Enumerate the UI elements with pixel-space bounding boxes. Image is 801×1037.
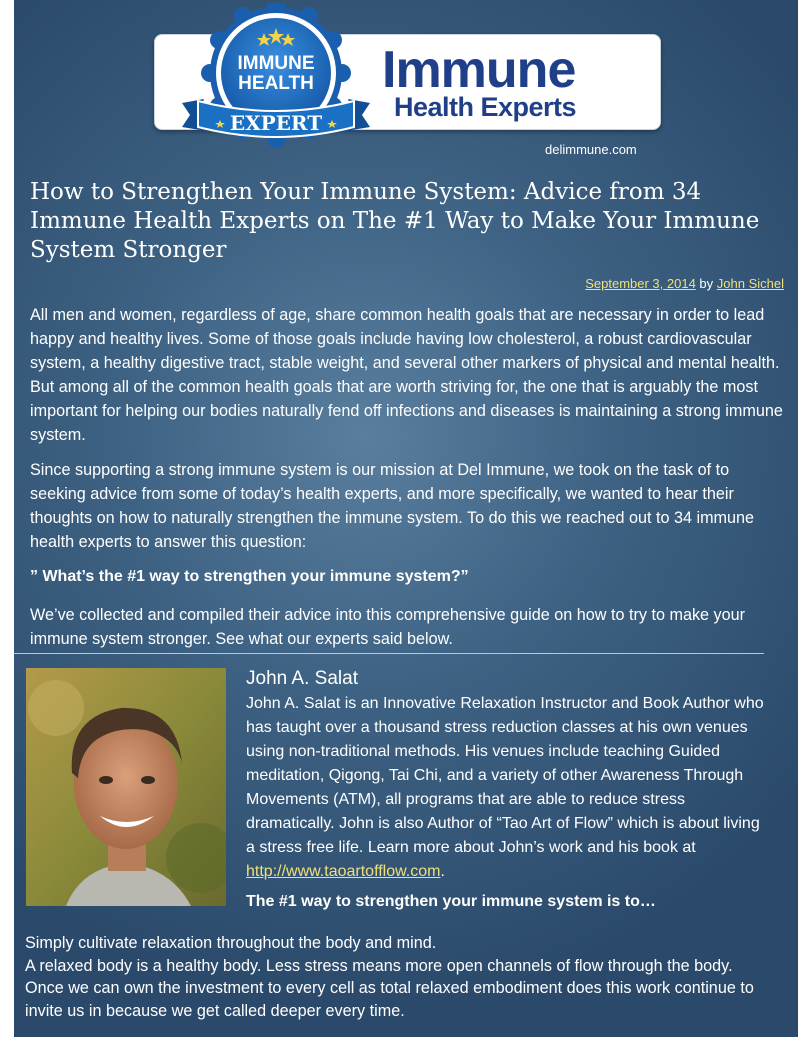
site-url: delimmune.com <box>545 142 637 157</box>
compiled-paragraph: We’ve collected and compiled their advice into this comprehensive guide on how to try to make your immune system stronger. See what our experts said below. <box>30 606 746 648</box>
expert-bio-text: John A. Salat is an Innovative Relaxation Instructor and Book Author who has taught over a thousand stress reduction classes at his own venues using non-traditional methods. His venues include teaching Guided meditation, Qigong, Tai Chi, and a variety of other Awareness Through Movements (ATM), all programs that are able to reduce stress dramatically. John is also Author of “Tao Art of Flow” which is about living a stress free life. Learn more about John’s work and his book at <box>246 695 764 856</box>
immune-health-expert-badge-icon <box>176 3 376 161</box>
section-divider <box>14 653 764 654</box>
byline <box>585 276 784 291</box>
badge-ribbon-text: EXPERT <box>229 111 323 135</box>
expert-name: John A. Salat <box>246 668 358 689</box>
expert-photo <box>26 668 226 906</box>
answer-line2: A relaxed body is a healthy body. Less stress means more open channels of flow through the body. Once we can own the investment to every cell as total relaxed embodiment does this work continue to invite us in because we get called deeper every time. <box>25 956 754 1020</box>
answer-line1: Simply cultivate relaxation throughout the body and mind. <box>25 934 437 952</box>
intro-paragraph: All men and women, regardless of age, share common health goals that are necessary in order to lead happy and healthy lives. Some of those goals include having low cholesterol, a robust cardiovascular system, a healthy digestive tract, stable weight, and several other markers of physical and mental health. But among all of the common health goals that are worth striving for, the one that is arguably the most important for helping our bodies naturally fend off infections and diseases is maintaining a strong immune system. <box>30 306 783 444</box>
expert-bio-period: . <box>440 863 445 880</box>
article-date-link[interactable]: September 3, 2014 <box>585 276 696 291</box>
author-link[interactable]: John Sichel <box>716 276 784 291</box>
brand-subtitle: Health Experts <box>394 92 577 122</box>
tip-heading: The #1 way to strengthen your immune system is to… <box>246 893 656 910</box>
expert-answer <box>25 932 765 1022</box>
article-title: How to Strengthen Your Immune System: Advice from 34 Immune Health Experts on The #1 Way to Make Your Immune System Stronger <box>30 179 760 263</box>
badge-line2: HEALTH <box>238 73 314 94</box>
byline-by: by <box>699 276 714 291</box>
article-page <box>14 0 798 1037</box>
brand-title: Immune <box>382 41 576 99</box>
expert-website-link[interactable]: http://www.taoartofflow.com <box>246 863 441 880</box>
expert-bio <box>246 692 766 884</box>
badge-line1: IMMUNE <box>237 53 315 74</box>
mission-paragraph: Since supporting a strong immune system is our mission at Del Immune, we took on the task of to seeking advice from some of today’s health experts, and more specifically, we wanted to hear their thoughts on how to naturally strengthen the immune system. To do this we reached out to 34 immune health experts to answer this question: <box>30 461 755 551</box>
expert-question: ” What’s the #1 way to strengthen your immune system?” <box>30 568 469 585</box>
